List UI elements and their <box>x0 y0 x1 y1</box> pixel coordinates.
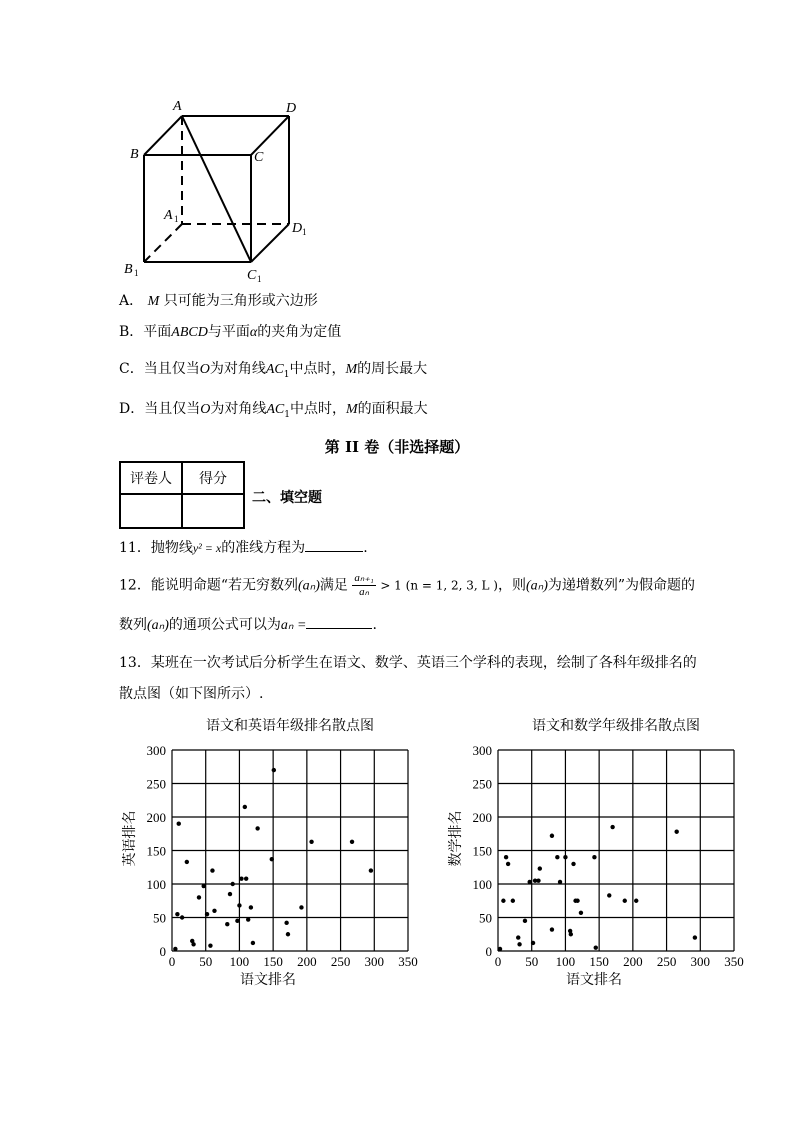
x-tick-label: 300 <box>690 954 711 969</box>
option-a: A． M 只可能为三角形或六边形 <box>119 293 318 309</box>
scatter-point <box>210 868 214 872</box>
q12-fraction: $\frac{\text{aₙ₊₁}}{\text{aₙ}}$ <box>354 572 374 598</box>
chart-title: 语文和英语年级排名散点图 <box>206 719 374 734</box>
x-tick-label: 100 <box>555 954 576 969</box>
scatter-point <box>180 915 184 919</box>
scatter-point <box>309 840 313 844</box>
question-12-line1: 12．能说明命题“若无穷数列(aₙ)满足 $\frac{\text{aₙ₊₁}}{\text{aₙ}}$ > 1 (n = 1, 2, 3, L )，则(aₙ)为递增数列”为假命题的 <box>119 572 696 598</box>
scatter-point <box>592 855 596 859</box>
scatter-point <box>501 899 505 903</box>
scatter-point <box>175 912 179 916</box>
option-b: B．平面ABCD与平面α的夹角为定值 <box>119 324 342 340</box>
scatter-point <box>173 947 177 951</box>
scatter-point <box>191 942 195 946</box>
scatter-point <box>244 876 248 880</box>
scatter-point <box>569 932 573 936</box>
x-tick-label: 150 <box>589 954 609 969</box>
y-tick-label: 300 <box>472 743 492 758</box>
scatter-point <box>575 899 579 903</box>
scatter-point <box>506 862 510 866</box>
scatter-point <box>237 903 241 907</box>
score-table-header-grader: 评卷人 <box>120 462 182 494</box>
label-D1: D <box>292 221 303 236</box>
scatter-chart-chinese-math <box>436 710 756 1000</box>
scatter-point <box>205 912 209 916</box>
option-d: D．当且仅当O为对角线$AC_1$中点时，M的面积最大 <box>119 401 428 420</box>
y-tick-label: 150 <box>472 843 492 859</box>
scatter-point <box>498 947 502 951</box>
label-C1: C <box>247 268 257 283</box>
scatter-point <box>286 932 290 936</box>
scatter-point <box>197 895 201 899</box>
label-A: A <box>173 99 182 114</box>
y-tick-label: 250 <box>472 776 492 792</box>
scatter-chart-chinese-english <box>110 710 430 1000</box>
scatter-point <box>536 878 540 882</box>
scatter-point <box>230 882 234 886</box>
label-B1: B <box>124 262 133 277</box>
scatter-point <box>284 921 288 925</box>
y-tick-label: 150 <box>146 843 166 859</box>
scatter-point <box>674 830 678 834</box>
scatter-point <box>516 935 520 939</box>
label-D1-sub: 1 <box>302 227 307 237</box>
section-header: 第 II 卷（非选择题） <box>324 438 470 456</box>
scatter-point <box>299 905 303 909</box>
question-13-line2: 散点图（如下图所示）. <box>119 686 264 702</box>
scatter-point <box>212 909 216 913</box>
x-tick-label: 350 <box>724 954 744 969</box>
scatter-point <box>531 941 535 945</box>
scatter-point <box>270 857 274 861</box>
scatter-point <box>251 941 255 945</box>
chart-title: 语文和数学年级排名散点图 <box>532 719 700 734</box>
label-C: C <box>254 150 264 165</box>
score-table-header-score: 得分 <box>182 462 244 494</box>
x-tick-label: 0 <box>168 954 176 969</box>
x-tick-label: 350 <box>398 954 418 969</box>
scatter-point <box>185 860 189 864</box>
scatter-point <box>243 805 247 809</box>
scatter-point <box>235 919 239 923</box>
y-tick-label: 300 <box>146 743 166 758</box>
label-C1-sub: 1 <box>257 274 262 284</box>
y-tick-label: 200 <box>472 810 492 825</box>
scatter-point <box>249 905 253 909</box>
y-tick-label: 50 <box>479 910 492 926</box>
scatter-point <box>555 855 559 859</box>
x-tick-label: 50 <box>525 954 539 969</box>
question-13-line1: 13．某班在一次考试后分析学生在语文、数学、英语三个学科的表现，绘制了各科年级排名的 <box>119 655 697 671</box>
score-table <box>119 461 245 529</box>
y-axis-label: 英语排名 <box>123 810 138 867</box>
scatter-point <box>369 868 373 872</box>
scatter-point <box>550 834 554 838</box>
question-11: 11．抛物线y² = x的准线方程为 . <box>119 540 368 556</box>
scatter-point <box>634 899 638 903</box>
question-12-line2: 数列(aₙ)的通项公式可以为aₙ = . <box>119 617 377 633</box>
x-tick-label: 300 <box>364 954 385 969</box>
score-table-score-cell <box>182 494 244 528</box>
diagonal-A-C1 <box>182 116 251 262</box>
scatter-point <box>255 826 259 830</box>
x-tick-label: 250 <box>330 954 351 969</box>
cube-figure <box>110 92 330 287</box>
scatter-point <box>571 862 575 866</box>
scatter-point <box>201 884 205 888</box>
scatter-point <box>579 911 583 915</box>
scatter-point <box>517 942 521 946</box>
y-axis-label: 数学排名 <box>449 810 464 867</box>
y-tick-label: 200 <box>146 810 166 825</box>
scatter-point <box>350 840 354 844</box>
scatter-point <box>239 876 243 880</box>
label-A1-sub: 1 <box>174 214 179 224</box>
scatter-point <box>610 825 614 829</box>
scatter-point <box>594 945 598 949</box>
scatter-point <box>228 892 232 896</box>
x-axis-label: 语文排名 <box>566 973 622 988</box>
scatter-point <box>538 866 542 870</box>
scatter-point <box>225 922 229 926</box>
label-A1: A <box>164 208 173 223</box>
x-tick-label: 150 <box>263 954 283 969</box>
y-tick-label: 100 <box>146 877 166 892</box>
label-D: D <box>286 101 297 116</box>
scatter-point <box>208 943 212 947</box>
x-axis-label: 语文排名 <box>240 973 296 988</box>
scatter-point <box>527 880 531 884</box>
edge-C1-D1 <box>251 224 289 262</box>
x-tick-label: 250 <box>656 954 677 969</box>
q11-answer-blank[interactable] <box>305 539 363 552</box>
scatter-point <box>246 917 250 921</box>
q12-answer-blank[interactable] <box>306 616 372 629</box>
x-tick-label: 200 <box>297 954 317 969</box>
label-B: B <box>130 147 139 162</box>
scatter-point <box>523 919 527 923</box>
y-tick-label: 0 <box>159 944 166 959</box>
y-tick-label: 100 <box>472 877 492 892</box>
section-two-title: 二、填空题 <box>252 490 322 506</box>
x-tick-label: 100 <box>229 954 250 969</box>
x-tick-label: 0 <box>494 954 502 969</box>
edge-A1-B1 <box>144 224 182 262</box>
y-tick-label: 250 <box>146 776 166 792</box>
option-c: C．当且仅当O为对角线$AC_1$中点时，M的周长最大 <box>119 361 428 380</box>
scatter-point <box>563 855 567 859</box>
y-tick-label: 0 <box>485 944 492 959</box>
scatter-point <box>511 899 515 903</box>
scatter-point <box>693 935 697 939</box>
label-B1-sub: 1 <box>134 268 139 278</box>
scatter-point <box>504 855 508 859</box>
scatter-point <box>558 880 562 884</box>
scatter-point <box>550 927 554 931</box>
y-tick-label: 50 <box>153 910 166 926</box>
x-tick-label: 200 <box>623 954 643 969</box>
scatter-point <box>177 822 181 826</box>
x-tick-label: 50 <box>199 954 213 969</box>
edge-A-B <box>144 116 182 155</box>
scatter-point <box>272 768 276 772</box>
scatter-point <box>623 899 627 903</box>
score-table-grader-cell <box>120 494 182 528</box>
scatter-point <box>607 893 611 897</box>
